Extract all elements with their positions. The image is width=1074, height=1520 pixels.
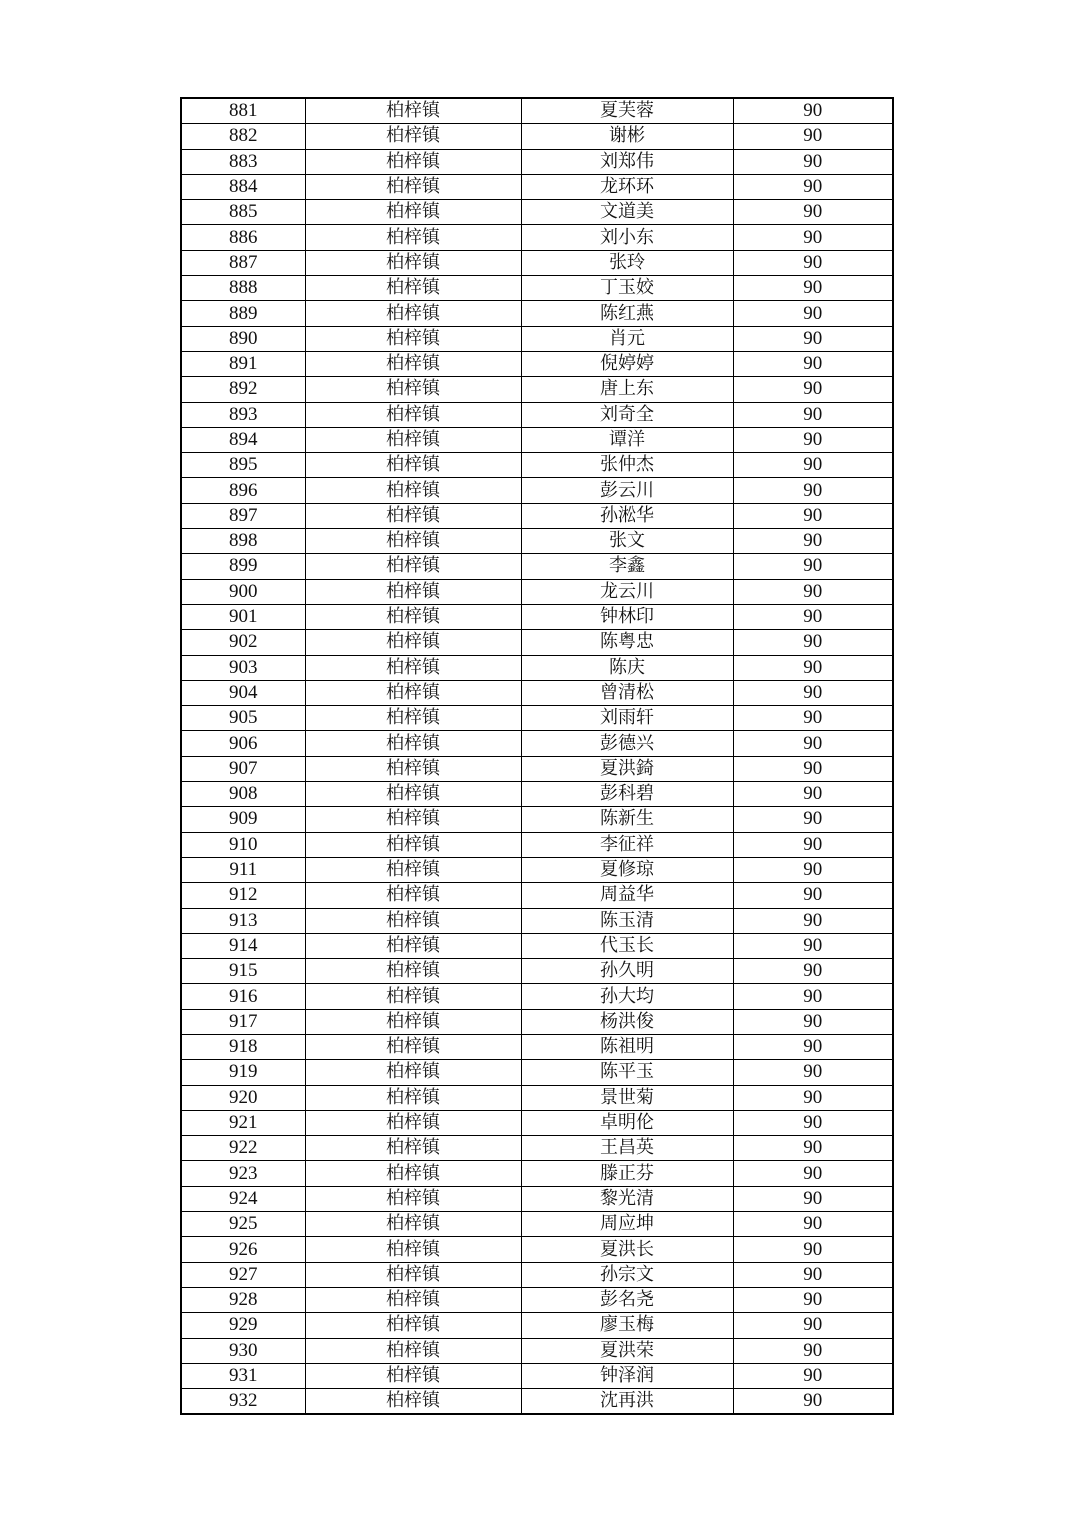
score-cell: 90: [733, 984, 893, 1009]
row-number-cell: 896: [181, 478, 305, 503]
score-cell: 90: [733, 98, 893, 124]
town-cell: 柏梓镇: [305, 1237, 521, 1262]
table-row: [181, 200, 893, 225]
score-cell: 90: [733, 1136, 893, 1161]
score-cell: 90: [733, 301, 893, 326]
score-cell: 90: [733, 554, 893, 579]
town-cell: 柏梓镇: [305, 1060, 521, 1085]
score-cell: 90: [733, 326, 893, 351]
table-row: [181, 453, 893, 478]
person-name-cell: 张文: [521, 529, 733, 554]
town-cell: 柏梓镇: [305, 933, 521, 958]
table-row: [181, 1237, 893, 1262]
table-row: [181, 579, 893, 604]
row-number-cell: 910: [181, 832, 305, 857]
person-name-cell: 孙淞华: [521, 503, 733, 528]
row-number-cell: 922: [181, 1136, 305, 1161]
score-cell: 90: [733, 630, 893, 655]
person-name-cell: 廖玉梅: [521, 1313, 733, 1338]
score-cell: 90: [733, 1060, 893, 1085]
town-cell: 柏梓镇: [305, 478, 521, 503]
person-name-cell: 陈平玉: [521, 1060, 733, 1085]
person-name-cell: 肖元: [521, 326, 733, 351]
row-number-cell: 920: [181, 1085, 305, 1110]
person-name-cell: 刘郑伟: [521, 149, 733, 174]
table-row: [181, 301, 893, 326]
table-row: [181, 98, 893, 124]
town-cell: 柏梓镇: [305, 453, 521, 478]
score-cell: 90: [733, 1237, 893, 1262]
row-number-cell: 894: [181, 427, 305, 452]
person-name-cell: 孙久明: [521, 959, 733, 984]
table-row: [181, 1313, 893, 1338]
row-number-cell: 901: [181, 604, 305, 629]
town-cell: 柏梓镇: [305, 200, 521, 225]
town-cell: 柏梓镇: [305, 1389, 521, 1415]
score-cell: 90: [733, 655, 893, 680]
town-cell: 柏梓镇: [305, 908, 521, 933]
score-cell: 90: [733, 933, 893, 958]
row-number-cell: 881: [181, 98, 305, 124]
row-number-cell: 921: [181, 1110, 305, 1135]
row-number-cell: 890: [181, 326, 305, 351]
person-name-cell: 李鑫: [521, 554, 733, 579]
score-cell: 90: [733, 276, 893, 301]
row-number-cell: 932: [181, 1389, 305, 1415]
town-cell: 柏梓镇: [305, 351, 521, 376]
row-number-cell: 884: [181, 174, 305, 199]
person-name-cell: 孙宗文: [521, 1262, 733, 1287]
score-cell: 90: [733, 1161, 893, 1186]
row-number-cell: 891: [181, 351, 305, 376]
person-name-cell: 倪婷婷: [521, 351, 733, 376]
row-number-cell: 888: [181, 276, 305, 301]
table-row: [181, 1212, 893, 1237]
town-cell: 柏梓镇: [305, 149, 521, 174]
score-cell: 90: [733, 807, 893, 832]
person-name-cell: 彭名尧: [521, 1287, 733, 1312]
table-row: [181, 1363, 893, 1388]
person-name-cell: 陈庆: [521, 655, 733, 680]
score-cell: 90: [733, 1287, 893, 1312]
town-cell: 柏梓镇: [305, 1136, 521, 1161]
table-row: [181, 680, 893, 705]
person-name-cell: 夏芙蓉: [521, 98, 733, 124]
table-row: [181, 149, 893, 174]
table-row: [181, 630, 893, 655]
row-number-cell: 928: [181, 1287, 305, 1312]
table-row: [181, 1161, 893, 1186]
town-cell: 柏梓镇: [305, 1110, 521, 1135]
score-cell: 90: [733, 756, 893, 781]
person-name-cell: 丁玉姣: [521, 276, 733, 301]
score-cell: 90: [733, 124, 893, 149]
town-cell: 柏梓镇: [305, 959, 521, 984]
row-number-cell: 883: [181, 149, 305, 174]
row-number-cell: 908: [181, 782, 305, 807]
town-cell: 柏梓镇: [305, 326, 521, 351]
row-number-cell: 927: [181, 1262, 305, 1287]
score-cell: 90: [733, 731, 893, 756]
person-name-cell: 曾清松: [521, 680, 733, 705]
score-cell: 90: [733, 579, 893, 604]
score-cell: 90: [733, 503, 893, 528]
town-cell: 柏梓镇: [305, 984, 521, 1009]
score-cell: 90: [733, 832, 893, 857]
row-number-cell: 923: [181, 1161, 305, 1186]
score-cell: 90: [733, 1085, 893, 1110]
table-row: [181, 984, 893, 1009]
table-row: [181, 174, 893, 199]
table-row: [181, 1262, 893, 1287]
town-cell: 柏梓镇: [305, 377, 521, 402]
table-row: [181, 276, 893, 301]
town-cell: 柏梓镇: [305, 554, 521, 579]
person-name-cell: 夏洪长: [521, 1237, 733, 1262]
table-row: [181, 1287, 893, 1312]
table-row: [181, 731, 893, 756]
person-name-cell: 彭云川: [521, 478, 733, 503]
table-row: [181, 1389, 893, 1415]
score-cell: 90: [733, 706, 893, 731]
row-number-cell: 893: [181, 402, 305, 427]
table-row: [181, 478, 893, 503]
table-row: [181, 756, 893, 781]
row-number-cell: 885: [181, 200, 305, 225]
score-cell: 90: [733, 529, 893, 554]
score-cell: 90: [733, 604, 893, 629]
town-cell: 柏梓镇: [305, 276, 521, 301]
table-row: [181, 377, 893, 402]
score-cell: 90: [733, 1389, 893, 1415]
row-number-cell: 916: [181, 984, 305, 1009]
table-row: [181, 225, 893, 250]
score-cell: 90: [733, 200, 893, 225]
table-row: [181, 857, 893, 882]
score-cell: 90: [733, 1363, 893, 1388]
person-name-cell: 龙环环: [521, 174, 733, 199]
town-cell: 柏梓镇: [305, 630, 521, 655]
row-number-cell: 905: [181, 706, 305, 731]
table-row: [181, 1085, 893, 1110]
person-name-cell: 夏洪錡: [521, 756, 733, 781]
score-cell: 90: [733, 351, 893, 376]
score-cell: 90: [733, 883, 893, 908]
person-name-cell: 陈红燕: [521, 301, 733, 326]
town-cell: 柏梓镇: [305, 832, 521, 857]
score-cell: 90: [733, 680, 893, 705]
person-name-cell: 黎光清: [521, 1186, 733, 1211]
town-cell: 柏梓镇: [305, 225, 521, 250]
row-number-cell: 925: [181, 1212, 305, 1237]
person-name-cell: 陈粤忠: [521, 630, 733, 655]
score-cell: 90: [733, 959, 893, 984]
person-name-cell: 刘小东: [521, 225, 733, 250]
town-cell: 柏梓镇: [305, 706, 521, 731]
row-number-cell: 929: [181, 1313, 305, 1338]
town-cell: 柏梓镇: [305, 1009, 521, 1034]
table-row: [181, 1186, 893, 1211]
town-cell: 柏梓镇: [305, 98, 521, 124]
table-row: [181, 959, 893, 984]
table-row: [181, 1338, 893, 1363]
row-number-cell: 913: [181, 908, 305, 933]
score-cell: 90: [733, 1110, 893, 1135]
row-number-cell: 930: [181, 1338, 305, 1363]
row-number-cell: 900: [181, 579, 305, 604]
score-cell: 90: [733, 857, 893, 882]
town-cell: 柏梓镇: [305, 1338, 521, 1363]
person-name-cell: 谭洋: [521, 427, 733, 452]
person-name-cell: 夏洪荣: [521, 1338, 733, 1363]
person-name-cell: 孙大均: [521, 984, 733, 1009]
row-number-cell: 924: [181, 1186, 305, 1211]
table-row: [181, 427, 893, 452]
town-cell: 柏梓镇: [305, 579, 521, 604]
table-row: [181, 326, 893, 351]
town-cell: 柏梓镇: [305, 1034, 521, 1059]
town-cell: 柏梓镇: [305, 883, 521, 908]
score-cell: 90: [733, 1186, 893, 1211]
row-number-cell: 895: [181, 453, 305, 478]
person-name-cell: 文道美: [521, 200, 733, 225]
person-name-cell: 景世菊: [521, 1085, 733, 1110]
town-cell: 柏梓镇: [305, 604, 521, 629]
person-name-cell: 张玲: [521, 250, 733, 275]
person-name-cell: 陈新生: [521, 807, 733, 832]
table-row: [181, 402, 893, 427]
town-cell: 柏梓镇: [305, 427, 521, 452]
person-name-cell: 杨洪俊: [521, 1009, 733, 1034]
row-number-cell: 909: [181, 807, 305, 832]
row-number-cell: 931: [181, 1363, 305, 1388]
person-name-cell: 钟林印: [521, 604, 733, 629]
table-row: [181, 655, 893, 680]
person-name-cell: 刘奇全: [521, 402, 733, 427]
score-cell: 90: [733, 453, 893, 478]
town-cell: 柏梓镇: [305, 1212, 521, 1237]
row-number-cell: 912: [181, 883, 305, 908]
town-cell: 柏梓镇: [305, 124, 521, 149]
person-name-cell: 周应坤: [521, 1212, 733, 1237]
row-number-cell: 886: [181, 225, 305, 250]
table-row: [181, 883, 893, 908]
score-cell: 90: [733, 427, 893, 452]
town-cell: 柏梓镇: [305, 301, 521, 326]
row-number-cell: 907: [181, 756, 305, 781]
person-name-cell: 周益华: [521, 883, 733, 908]
town-cell: 柏梓镇: [305, 1313, 521, 1338]
person-name-cell: 彭德兴: [521, 731, 733, 756]
person-name-cell: 陈玉清: [521, 908, 733, 933]
town-cell: 柏梓镇: [305, 655, 521, 680]
town-cell: 柏梓镇: [305, 1085, 521, 1110]
person-name-cell: 张仲杰: [521, 453, 733, 478]
person-name-cell: 陈祖明: [521, 1034, 733, 1059]
score-cell: 90: [733, 174, 893, 199]
table-row: [181, 124, 893, 149]
row-number-cell: 903: [181, 655, 305, 680]
table-row: [181, 1136, 893, 1161]
row-number-cell: 882: [181, 124, 305, 149]
row-number-cell: 911: [181, 857, 305, 882]
table-row: [181, 807, 893, 832]
table-row: [181, 933, 893, 958]
row-number-cell: 918: [181, 1034, 305, 1059]
score-cell: 90: [733, 782, 893, 807]
town-cell: 柏梓镇: [305, 1363, 521, 1388]
table-row: [181, 529, 893, 554]
town-cell: 柏梓镇: [305, 731, 521, 756]
person-name-cell: 夏修琼: [521, 857, 733, 882]
table-row: [181, 706, 893, 731]
row-number-cell: 917: [181, 1009, 305, 1034]
row-number-cell: 889: [181, 301, 305, 326]
town-cell: 柏梓镇: [305, 1186, 521, 1211]
table-row: [181, 908, 893, 933]
score-cell: 90: [733, 478, 893, 503]
score-cell: 90: [733, 1338, 893, 1363]
roster-table: [180, 97, 894, 1415]
person-name-cell: 唐上东: [521, 377, 733, 402]
table-row: [181, 1060, 893, 1085]
person-name-cell: 钟泽润: [521, 1363, 733, 1388]
row-number-cell: 892: [181, 377, 305, 402]
score-cell: 90: [733, 402, 893, 427]
town-cell: 柏梓镇: [305, 1161, 521, 1186]
person-name-cell: 滕正芬: [521, 1161, 733, 1186]
person-name-cell: 彭科碧: [521, 782, 733, 807]
person-name-cell: 代玉长: [521, 933, 733, 958]
town-cell: 柏梓镇: [305, 250, 521, 275]
row-number-cell: 915: [181, 959, 305, 984]
table-row: [181, 782, 893, 807]
table-row: [181, 554, 893, 579]
person-name-cell: 李征祥: [521, 832, 733, 857]
town-cell: 柏梓镇: [305, 857, 521, 882]
row-number-cell: 906: [181, 731, 305, 756]
score-cell: 90: [733, 1009, 893, 1034]
row-number-cell: 898: [181, 529, 305, 554]
town-cell: 柏梓镇: [305, 402, 521, 427]
row-number-cell: 887: [181, 250, 305, 275]
person-name-cell: 刘雨轩: [521, 706, 733, 731]
score-cell: 90: [733, 908, 893, 933]
table-row: [181, 1034, 893, 1059]
table-row: [181, 250, 893, 275]
row-number-cell: 899: [181, 554, 305, 579]
score-cell: 90: [733, 1262, 893, 1287]
table-row: [181, 604, 893, 629]
town-cell: 柏梓镇: [305, 1287, 521, 1312]
table-row: [181, 1110, 893, 1135]
town-cell: 柏梓镇: [305, 1262, 521, 1287]
row-number-cell: 904: [181, 680, 305, 705]
person-name-cell: 卓明伦: [521, 1110, 733, 1135]
person-name-cell: 王昌英: [521, 1136, 733, 1161]
row-number-cell: 902: [181, 630, 305, 655]
score-cell: 90: [733, 1212, 893, 1237]
town-cell: 柏梓镇: [305, 680, 521, 705]
town-cell: 柏梓镇: [305, 807, 521, 832]
town-cell: 柏梓镇: [305, 503, 521, 528]
row-number-cell: 919: [181, 1060, 305, 1085]
person-name-cell: 龙云川: [521, 579, 733, 604]
table-row: [181, 1009, 893, 1034]
score-cell: 90: [733, 250, 893, 275]
table-row: [181, 832, 893, 857]
score-cell: 90: [733, 149, 893, 174]
person-name-cell: 沈再洪: [521, 1389, 733, 1415]
town-cell: 柏梓镇: [305, 756, 521, 781]
row-number-cell: 914: [181, 933, 305, 958]
row-number-cell: 897: [181, 503, 305, 528]
score-cell: 90: [733, 1034, 893, 1059]
table-row: [181, 503, 893, 528]
score-cell: 90: [733, 225, 893, 250]
town-cell: 柏梓镇: [305, 782, 521, 807]
roster-table-body: [181, 98, 893, 1414]
town-cell: 柏梓镇: [305, 174, 521, 199]
row-number-cell: 926: [181, 1237, 305, 1262]
score-cell: 90: [733, 377, 893, 402]
person-name-cell: 谢彬: [521, 124, 733, 149]
table-row: [181, 351, 893, 376]
town-cell: 柏梓镇: [305, 529, 521, 554]
score-cell: 90: [733, 1313, 893, 1338]
